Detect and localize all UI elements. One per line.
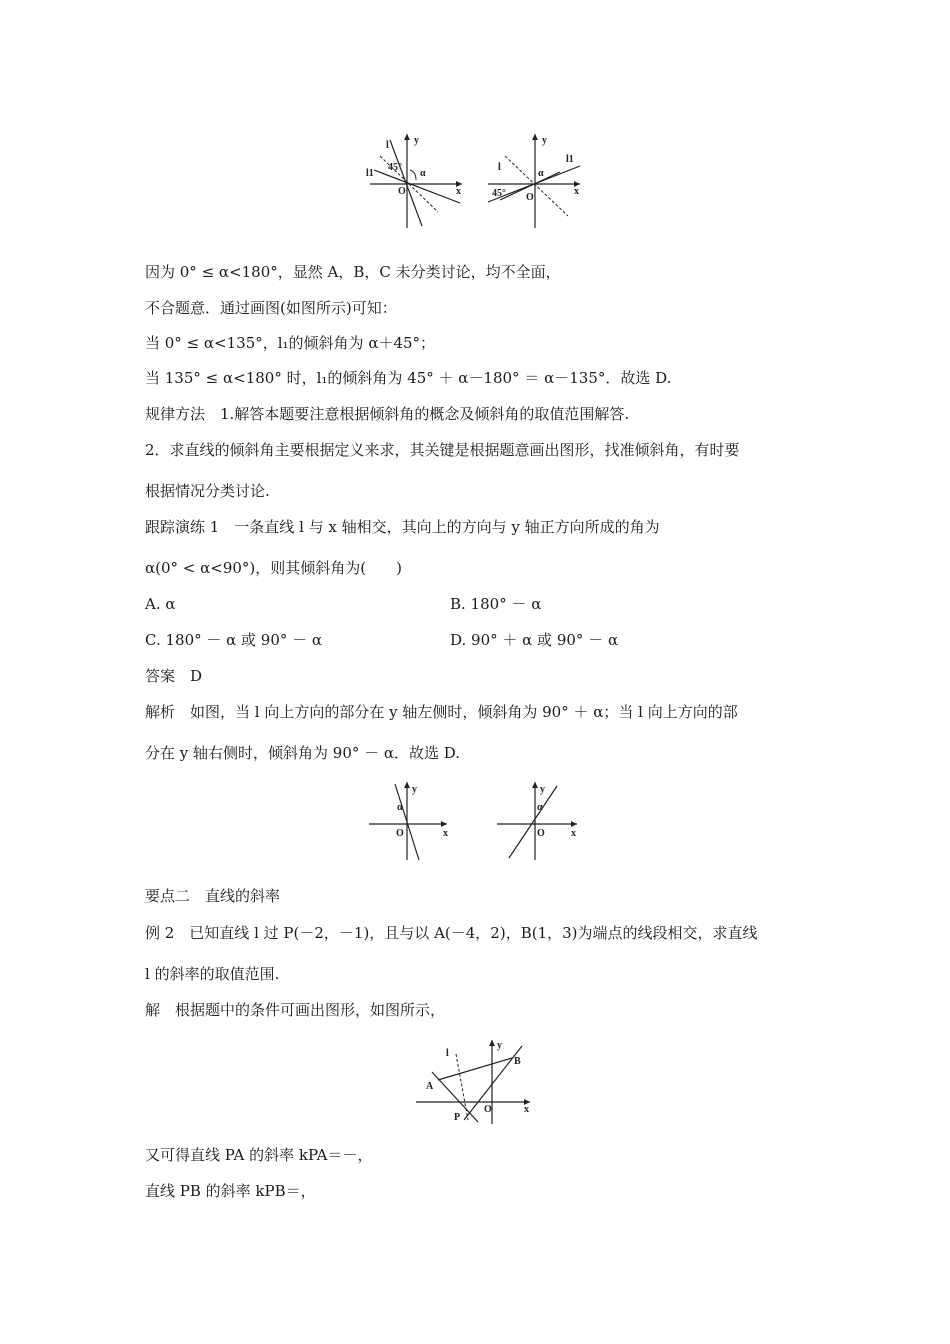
method-heading: 规律方法 1.解答本题要注意根据倾斜角的概念及倾斜角的取值范围解答. [145, 405, 630, 423]
fig1-left-l-label: l [386, 140, 389, 151]
exercise-question: 跟踪演练 1 一条直线 l 与 x 轴相交，其向上的方向与 y 轴正方向所成的角为 [145, 518, 660, 536]
option-a: A. α [145, 595, 176, 613]
solution-line: 解 根据题中的条件可画出图形，如图所示， [145, 1001, 446, 1019]
option-c: C. 180° － α 或 90° － α [145, 631, 323, 649]
fig1-left-y-label: y [414, 135, 419, 146]
fig1-left-origin-label: O [398, 186, 406, 197]
text-line-7: 根据情况分类讨论. [145, 482, 270, 500]
fig2-right-origin-label: O [537, 828, 545, 839]
option-b: B. 180° － α [450, 595, 542, 613]
option-d: D. 90° ＋ α 或 90° － α [450, 631, 619, 649]
text-line-3: 当 0° ≤ α<135°，l₁的倾斜角为 α＋45°； [145, 334, 436, 352]
fig2-left-y-label: y [412, 784, 417, 795]
slope-pb-line: 直线 PB 的斜率 kPB＝， [145, 1182, 316, 1200]
fig1-left-45-label: 45° [388, 162, 402, 173]
text-line-6: 2．求直线的倾斜角主要根据定义来求，其关键是根据题意画出图形，找准倾斜角，有时要 [145, 441, 740, 459]
text-line-4: 当 135° ≤ α<180° 时，l₁的倾斜角为 45° ＋ α－180° ＝ α－135°．故选 D. [145, 369, 672, 387]
example-2-question-cont: l 的斜率的取值范围. [145, 965, 280, 983]
fig1-right-origin-label: O [526, 192, 534, 203]
figure1-left [366, 134, 462, 228]
fig2-right-y-label: y [540, 784, 545, 795]
text-line-2: 不合题意．通过画图(如图所示)可知： [145, 299, 397, 317]
figure-analysis [365, 776, 585, 862]
fig1-left-alpha-label: α [420, 168, 426, 179]
figure-segment-ab [412, 1034, 537, 1126]
slope-pa-line: 又可得直线 PA 的斜率 kPA＝－， [145, 1146, 373, 1164]
fig1-right-l1-label: l1 [566, 154, 574, 165]
example-2-question: 例 2 已知直线 l 过 P(－2，－1)，且与以 A(－4，2)，B(1，3)为端点的线段相交，求直线 [145, 924, 758, 942]
section-heading-slope: 要点二 直线的斜率 [145, 887, 281, 905]
fig2-left-alpha-label: α [397, 802, 403, 813]
fig3-a-label: A [426, 1081, 434, 1092]
fig3-p-label: P [454, 1112, 461, 1123]
analysis-line-2: 分在 y 轴右侧时，倾斜角为 90° － α．故选 D. [145, 744, 461, 762]
fig1-right-x-label: x [574, 186, 579, 197]
figure1-right [488, 134, 580, 228]
fig3-y-label: y [497, 1040, 502, 1051]
fig2-right-x-label: x [571, 828, 576, 839]
fig2-left-origin-label: O [396, 828, 404, 839]
analysis-line-1: 解析 如图，当 l 向上方向的部分在 y 轴左侧时，倾斜角为 90° ＋ α；当 l 向上方向的部 [145, 703, 738, 721]
fig1-right-45-label: 45° [492, 188, 506, 199]
fig1-right-l-label: l [498, 162, 501, 173]
fig3-x-label: x [524, 1104, 529, 1115]
figure2-right [497, 782, 577, 860]
fig2-right-alpha-label: α [537, 802, 543, 813]
answer-line: 答案 D [145, 667, 203, 685]
fig2-left-x-label: x [443, 828, 448, 839]
figure2-left [369, 782, 448, 860]
fig1-left-x-label: x [456, 186, 461, 197]
fig3-l-label: l [446, 1048, 449, 1059]
fig1-right-alpha-label: α [538, 168, 544, 179]
fig1-left-l1-label: l1 [366, 168, 374, 179]
fig3-b-label: B [514, 1056, 521, 1067]
exercise-question-cont: α(0° < α<90°)，则其倾斜角为( ) [145, 559, 402, 577]
fig3-origin-label: O [484, 1104, 492, 1115]
text-line-1: 因为 0° ≤ α<180°，显然 A，B，C 未分类讨论，均不全面， [145, 263, 561, 281]
figure-inclination-cases [360, 128, 590, 233]
fig1-right-y-label: y [542, 135, 547, 146]
